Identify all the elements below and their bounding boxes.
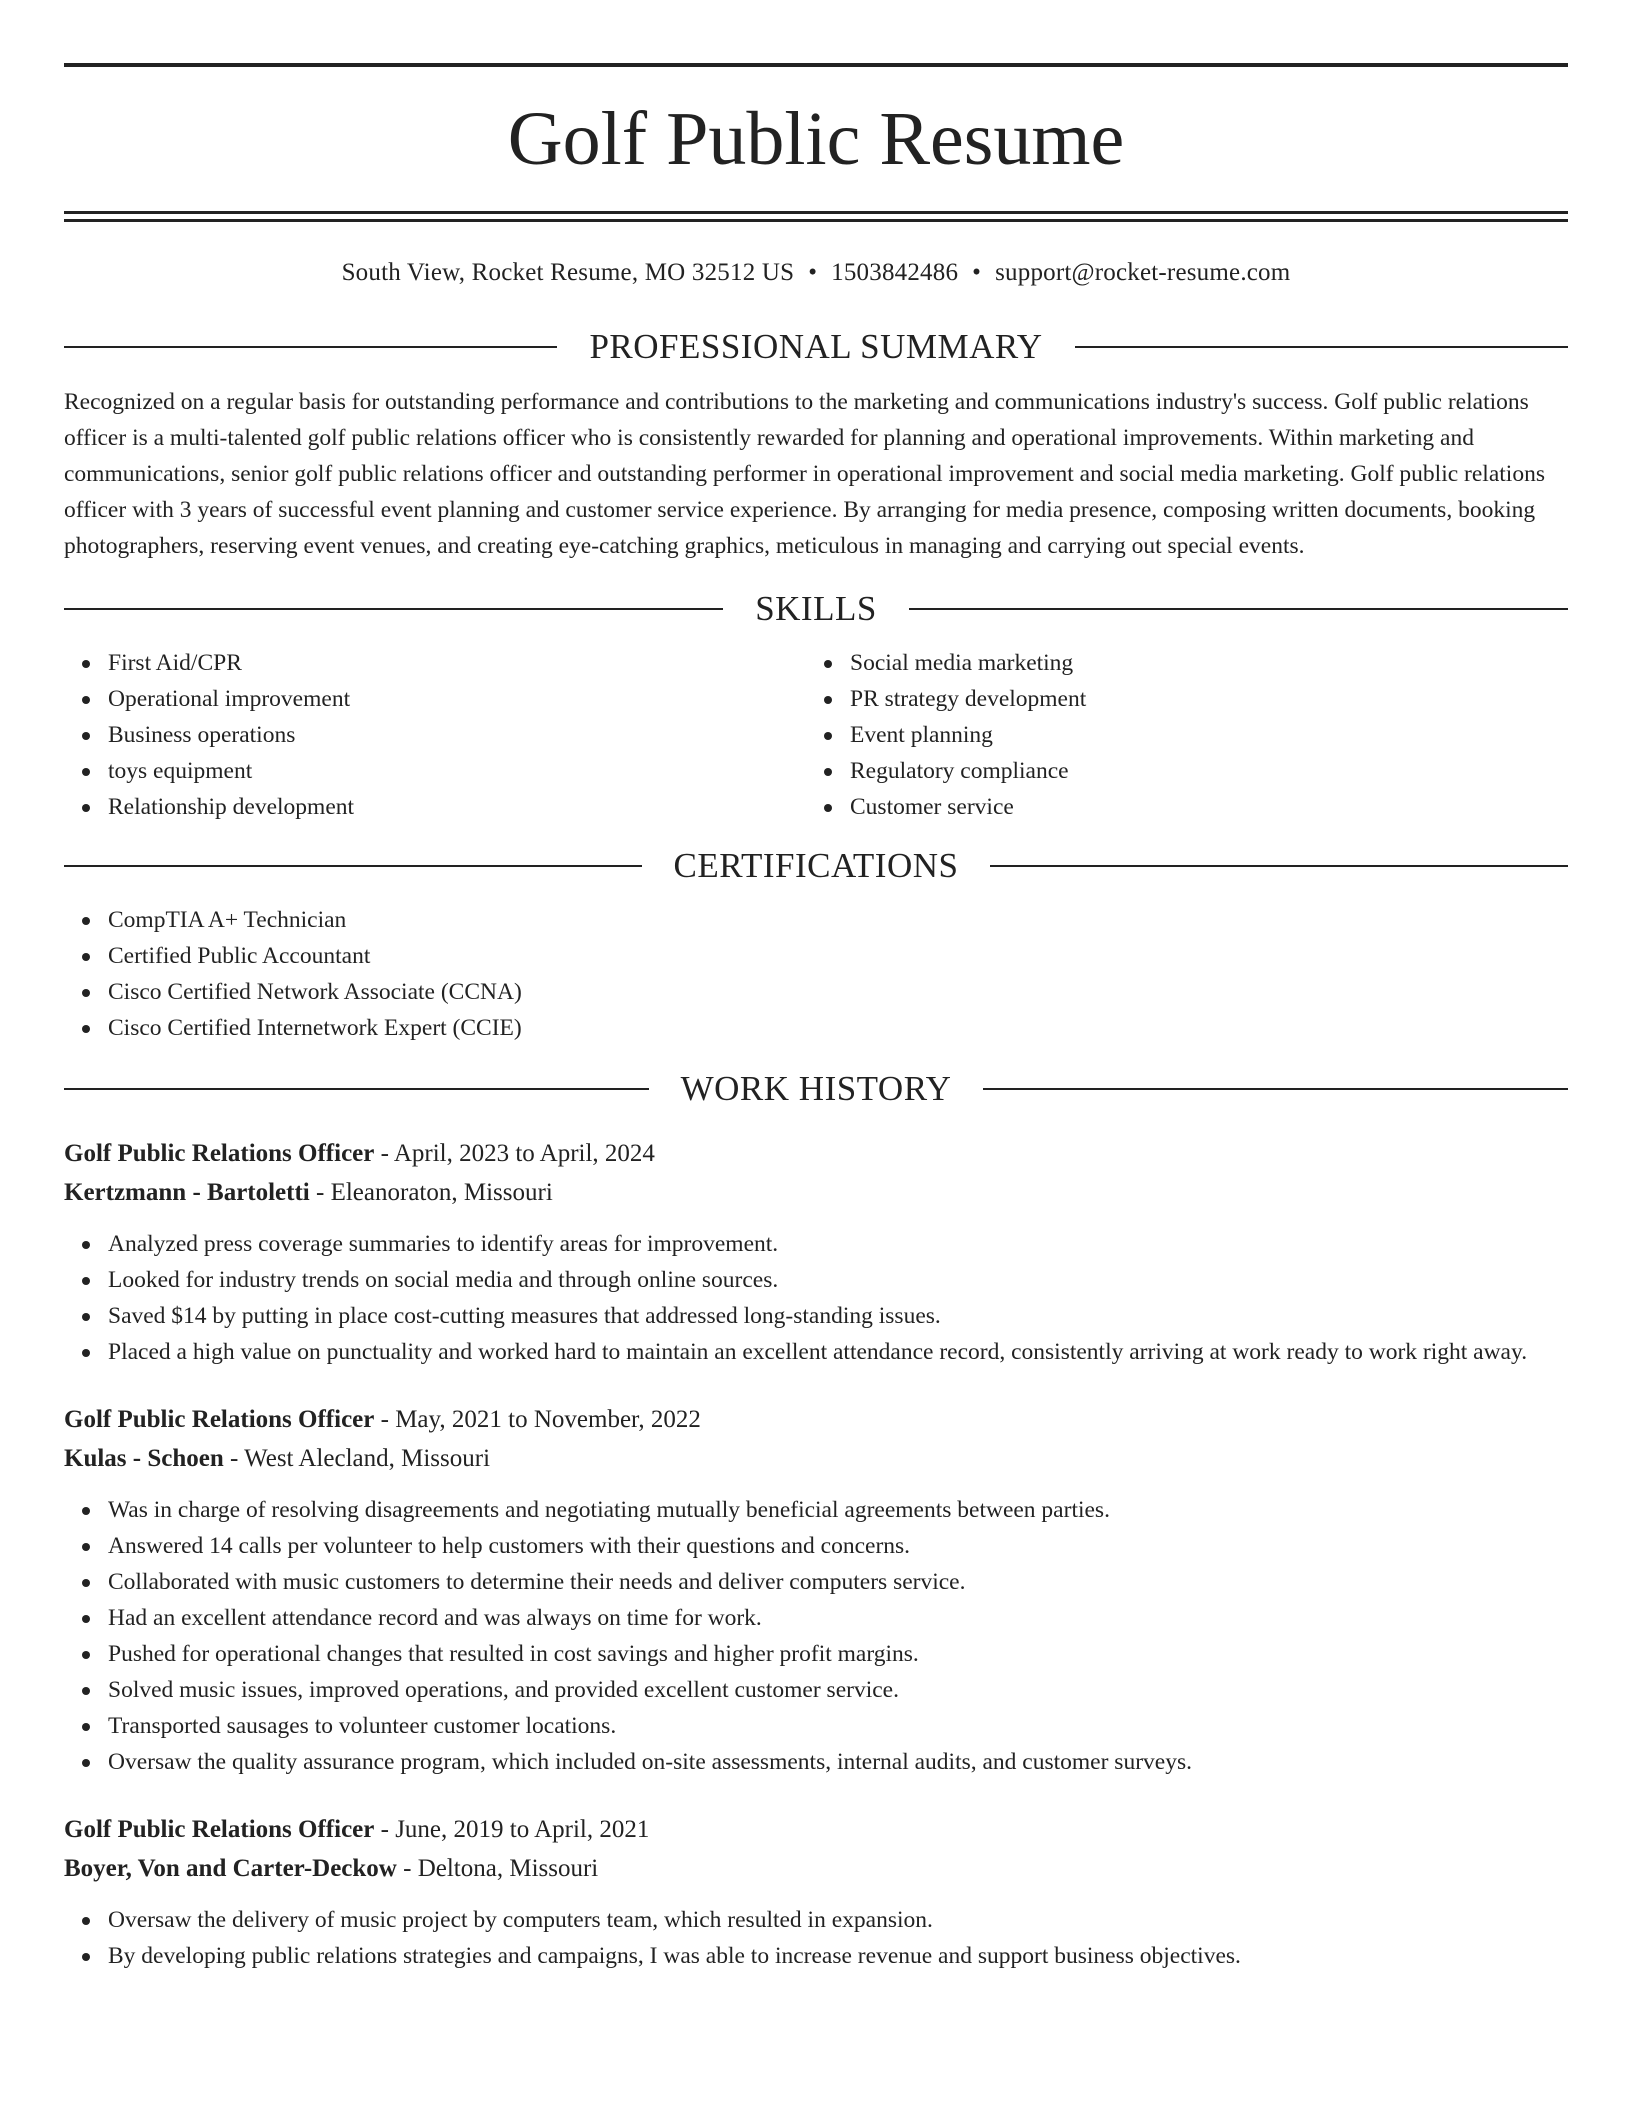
job-title: Golf Public Relations Officer	[64, 1406, 375, 1433]
job-company-line	[64, 1439, 1568, 1478]
section-title: PROFESSIONAL SUMMARY	[589, 327, 1043, 366]
job-duty-item: Oversaw the quality assurance program, which included on-site assessments, internal audits, and customer surveys.	[108, 1744, 1568, 1780]
job-title: Golf Public Relations Officer	[64, 1816, 375, 1843]
job-duties-list	[64, 1226, 1568, 1370]
heading-rule	[64, 346, 557, 348]
contact-address: South View, Rocket Resume, MO 32512 US	[341, 259, 795, 286]
heading-rule	[990, 865, 1568, 867]
contact-phone: 1503842486	[831, 259, 959, 286]
job-location: - West Alecland, Missouri	[223, 1445, 491, 1472]
resume-title: Golf Public Resume	[507, 97, 1125, 181]
job-duty-item: Saved $14 by putting in place cost-cutting measures that addressed long-standing issues.	[108, 1298, 1568, 1334]
job-location: - Deltona, Missouri	[396, 1855, 599, 1882]
section-heading-certifications	[64, 841, 1568, 891]
skill-item: Social media marketing	[850, 645, 1548, 681]
job-duty-item: Had an excellent attendance record and was always on time for work.	[108, 1600, 1568, 1636]
title-double-rule	[64, 211, 1568, 222]
job-entry	[64, 1400, 1568, 1780]
job-duties-list	[64, 1902, 1568, 1974]
certification-item: Certified Public Accountant	[108, 938, 1568, 974]
job-title-line	[64, 1810, 1568, 1849]
job-company: Boyer, Von and Carter-Deckow	[64, 1855, 397, 1882]
skill-item: Regulatory compliance	[850, 753, 1548, 789]
section-heading-summary	[64, 322, 1568, 372]
job-duty-item: Collaborated with music customers to determine their needs and deliver computers service.	[108, 1564, 1568, 1600]
job-duty-item: Oversaw the delivery of music project by computers team, which resulted in expansion.	[108, 1902, 1568, 1938]
job-duty-item: Was in charge of resolving disagreements and negotiating mutually beneficial agreements between parties.	[108, 1492, 1568, 1528]
skills-list	[64, 645, 1568, 825]
contact-email: support@rocket-resume.com	[995, 259, 1291, 286]
contact-separator: •	[972, 259, 982, 286]
job-company: Kulas - Schoen	[64, 1445, 224, 1472]
job-location: - Eleanoraton, Missouri	[309, 1179, 553, 1206]
skill-item: toys equipment	[108, 753, 806, 789]
skill-item: First Aid/CPR	[108, 645, 806, 681]
job-duty-item: Pushed for operational changes that resulted in cost savings and higher profit margins.	[108, 1636, 1568, 1672]
job-entry	[64, 1810, 1568, 1974]
summary-paragraph: Recognized on a regular basis for outstanding performance and contributions to the marketing and communications industry's success. Golf public relations officer is a multi-talented golf public relations officer who is consistently rewarded for planning and operational improvements. Within marketing and communications, senior golf public relations officer and outstanding performer in operational improvement and social media marketing. Golf public relations officer with 3 years of successful event planning and customer service experience. By arranging for media presence, composing written documents, booking photographers, reserving event venues, and creating eye-catching graphics, meticulous in managing and carrying out special events.	[64, 389, 1545, 559]
heading-rule	[1075, 346, 1568, 348]
section-title: CERTIFICATIONS	[673, 846, 959, 885]
heading-rule	[64, 608, 723, 610]
certifications-list	[64, 902, 1568, 1046]
section-title: WORK HISTORY	[680, 1069, 952, 1108]
skills-column-right	[806, 645, 1548, 825]
certification-item: Cisco Certified Network Associate (CCNA)	[108, 974, 1568, 1010]
contact-separator: •	[808, 259, 818, 286]
skill-item: Relationship development	[108, 789, 806, 825]
job-duty-item: Placed a high value on punctuality and worked hard to maintain an excellent attendance record, consistently arriving at work ready to work right away.	[108, 1334, 1568, 1370]
job-dates: - May, 2021 to November, 2022	[374, 1406, 701, 1433]
job-company-line	[64, 1849, 1568, 1888]
job-duties-list	[64, 1492, 1568, 1780]
job-title-line	[64, 1400, 1568, 1439]
heading-rule	[909, 608, 1568, 610]
section-heading-skills	[64, 584, 1568, 634]
job-dates: - June, 2019 to April, 2021	[374, 1816, 650, 1843]
certification-item: CompTIA A+ Technician	[108, 902, 1568, 938]
skill-item: Business operations	[108, 717, 806, 753]
job-duty-item: Analyzed press coverage summaries to identify areas for improvement.	[108, 1226, 1568, 1262]
job-dates: - April, 2023 to April, 2024	[374, 1140, 655, 1167]
skill-item: Customer service	[850, 789, 1548, 825]
job-duty-item: Solved music issues, improved operations, and provided excellent customer service.	[108, 1672, 1568, 1708]
job-title-line	[64, 1134, 1568, 1173]
job-company-line	[64, 1173, 1568, 1212]
heading-rule	[983, 1088, 1568, 1090]
contact-line	[64, 258, 1568, 288]
skill-item: PR strategy development	[850, 681, 1548, 717]
heading-rule	[64, 1088, 649, 1090]
job-duty-item: Looked for industry trends on social media and through online sources.	[108, 1262, 1568, 1298]
top-rule	[64, 63, 1568, 67]
heading-rule	[64, 865, 642, 867]
skill-item: Operational improvement	[108, 681, 806, 717]
section-title: SKILLS	[755, 589, 877, 628]
skills-column-left	[64, 645, 806, 825]
job-title: Golf Public Relations Officer	[64, 1140, 375, 1167]
skill-item: Event planning	[850, 717, 1548, 753]
job-entry	[64, 1134, 1568, 1370]
job-company: Kertzmann - Bartoletti	[64, 1179, 310, 1206]
resume-page	[64, 0, 1568, 1974]
certification-item: Cisco Certified Internetwork Expert (CCIE)	[108, 1010, 1568, 1046]
section-heading-work-history	[64, 1064, 1568, 1114]
job-duty-item: Answered 14 calls per volunteer to help customers with their questions and concerns.	[108, 1528, 1568, 1564]
job-duty-item: Transported sausages to volunteer customer locations.	[108, 1708, 1568, 1744]
job-duty-item: By developing public relations strategies and campaigns, I was able to increase revenue and support business objectives.	[108, 1938, 1568, 1974]
